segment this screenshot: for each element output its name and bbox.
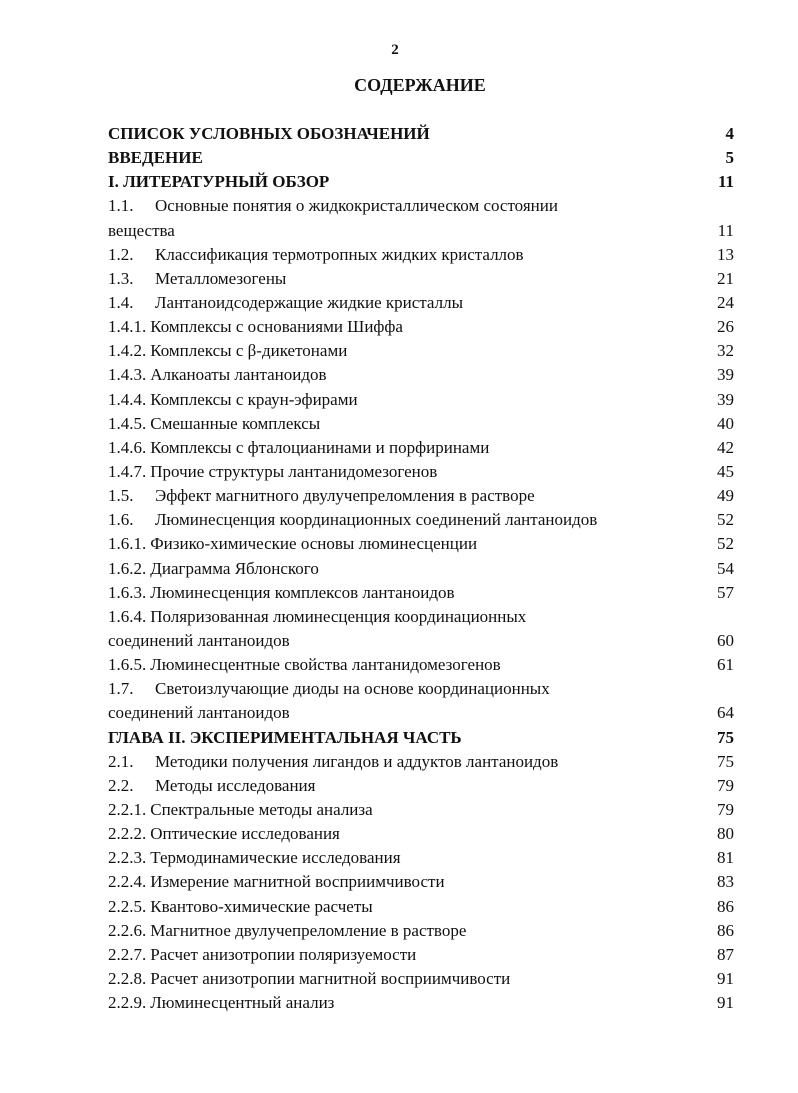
- toc-entry-title: Диаграмма Яблонского: [150, 558, 319, 578]
- toc-entry-page: 86: [717, 920, 734, 940]
- toc-entry-number: 2.2.4.: [108, 872, 147, 892]
- toc-entry-title: Алканоаты лантаноидов: [150, 365, 327, 385]
- toc-entry-page: 5: [725, 148, 734, 168]
- toc-entry: [108, 412, 734, 436]
- toc-entry: [108, 822, 734, 846]
- toc-entry-page: 32: [717, 341, 734, 361]
- toc-entry: [108, 267, 734, 291]
- toc-entry-number: 1.6.4.: [108, 606, 147, 626]
- toc-entry-page: 39: [717, 389, 734, 409]
- toc-entry-title: соединений лантаноидов: [108, 630, 290, 650]
- toc-entry: [108, 774, 734, 798]
- toc-entry-title: Комплексы с основаниями Шиффа: [150, 317, 403, 337]
- toc-entry-title: Расчет анизотропии поляризуемости: [150, 944, 417, 964]
- toc-entry: [108, 653, 734, 677]
- toc-entry-page: 11: [717, 220, 734, 240]
- toc-entry-number: 1.4.3.: [108, 365, 147, 385]
- toc-entry: [108, 291, 734, 315]
- toc-entry-title: Люминесценция координационных соединений лантаноидов: [155, 510, 598, 530]
- toc-entry-page: 80: [717, 824, 734, 844]
- toc-entry-title: Классификация термотропных жидких кристаллов: [155, 244, 524, 264]
- toc-entry-page: 87: [717, 944, 734, 964]
- toc-entry-page: 52: [717, 510, 734, 530]
- toc-entry-page: 86: [717, 896, 734, 916]
- toc-entry-title: Магнитное двулучепреломление в растворе: [150, 920, 467, 940]
- toc-entry: [108, 870, 734, 894]
- toc-entry-page: 21: [717, 268, 734, 288]
- toc-entry: [108, 363, 734, 387]
- toc-entry-number: 1.6.5.: [108, 655, 147, 675]
- toc-entry: [108, 701, 734, 725]
- toc-entry-title: Измерение магнитной восприимчивости: [150, 872, 445, 892]
- toc-entry-title: Люминесцентные свойства лантанидомезогенов: [150, 655, 501, 675]
- toc-entry-number: 2.2.6.: [108, 920, 147, 940]
- toc-entry-page: 54: [717, 558, 734, 578]
- toc-entry-number: 1.3.: [108, 268, 134, 288]
- toc-entry-number: 2.2.2.: [108, 824, 147, 844]
- toc-entry-number: 2.2.9.: [108, 993, 147, 1013]
- toc-entry-title: Квантово-химические расчеты: [150, 896, 373, 916]
- toc-entry-title: вещества: [108, 220, 175, 240]
- toc-entry-number: 1.6.2.: [108, 558, 147, 578]
- toc-entry-page: 79: [717, 799, 734, 819]
- toc-entry-number: 2.2.7.: [108, 944, 147, 964]
- toc-entry-title: Металломезогены: [155, 268, 287, 288]
- toc-entry: [108, 895, 734, 919]
- toc-entry-page: 24: [717, 292, 734, 312]
- toc-entry-page: 52: [717, 534, 734, 554]
- toc-entry-title: Поляризованная люминесценция координационных: [150, 606, 527, 626]
- toc-entry: [108, 219, 734, 243]
- toc-entry-page: 91: [717, 993, 734, 1013]
- page-number: 2: [391, 42, 399, 58]
- toc-entry-number: 1.6.: [108, 510, 134, 530]
- toc-entry-page: 39: [717, 365, 734, 385]
- toc-entry: [108, 629, 734, 653]
- toc-entry: [108, 315, 734, 339]
- toc-entry-title: Люминесцентный анализ: [150, 993, 335, 1013]
- toc-entry-title: Эффект магнитного двулучепреломления в растворе: [155, 486, 535, 506]
- toc-entry-title: ГЛАВА II. ЭКСПЕРИМЕНТАЛЬНАЯ ЧАСТЬ: [108, 727, 462, 747]
- toc-entry-title: Комплексы с β-дикетонами: [150, 341, 348, 361]
- toc-entry-page: 40: [717, 413, 734, 433]
- toc-entry-number: 1.7.: [108, 679, 134, 699]
- toc-entry-number: 2.2.8.: [108, 968, 147, 988]
- toc-entry: [108, 243, 734, 267]
- toc-entry-page: 11: [717, 172, 734, 192]
- toc-entry-title: Люминесценция комплексов лантаноидов: [150, 582, 455, 602]
- toc-entry: [108, 532, 734, 556]
- toc-entry-title: соединений лантаноидов: [108, 703, 290, 723]
- toc-entry: [108, 726, 734, 750]
- toc-entry-number: 1.2.: [108, 244, 134, 264]
- toc-entry-number: 1.1.: [108, 196, 134, 216]
- toc-entry-number: 2.2.: [108, 775, 134, 795]
- toc-entry-page: 75: [717, 727, 734, 747]
- toc-entry-page: 91: [717, 968, 734, 988]
- toc-entry-page: 26: [717, 317, 734, 337]
- toc-entry: [108, 388, 734, 412]
- toc-entry: [108, 460, 734, 484]
- toc-entry-title: Оптические исследования: [150, 824, 340, 844]
- toc-entry-title: Смешанные комплексы: [150, 413, 321, 433]
- toc-entry-title: Методики получения лигандов и аддуктов лантаноидов: [155, 751, 559, 771]
- toc-entry: [108, 846, 734, 870]
- toc-entry: [108, 605, 734, 629]
- toc-entry: [108, 677, 734, 701]
- toc-entry-number: 1.4.1.: [108, 317, 147, 337]
- toc-entry: [108, 557, 734, 581]
- toc-entry-number: 2.1.: [108, 751, 134, 771]
- toc-entry-number: 1.4.7.: [108, 461, 147, 481]
- toc-entry-title: Лантаноидсодержащие жидкие кристаллы: [155, 292, 463, 312]
- toc-entry: [108, 339, 734, 363]
- toc-entry: [108, 991, 734, 1015]
- toc-entry-page: 79: [717, 775, 734, 795]
- toc-entry-title: Комплексы с краун-эфирами: [150, 389, 358, 409]
- toc-entry-title: СПИСОК УСЛОВНЫХ ОБОЗНАЧЕНИЙ: [108, 124, 430, 143]
- toc-entry: [108, 798, 734, 822]
- toc-entry-title: Термодинамические исследования: [150, 848, 401, 868]
- toc-entry-page: 60: [717, 630, 734, 650]
- toc-entry: [108, 170, 734, 194]
- toc-entry: [108, 967, 734, 991]
- toc-entry: [108, 146, 734, 170]
- toc-entry-title: Расчет анизотропии магнитной восприимчивости: [150, 968, 511, 988]
- toc-entry-page: 61: [717, 655, 734, 675]
- toc-entry-title: Физико-химические основы люминесценции: [150, 534, 478, 554]
- table-of-contents: [108, 122, 734, 1015]
- toc-entry-page: 81: [717, 848, 734, 868]
- toc-entry-page: 49: [717, 486, 734, 506]
- toc-entry-number: 1.4.: [108, 292, 134, 312]
- toc-entry-number: 1.5.: [108, 486, 134, 506]
- toc-entry: [108, 194, 734, 218]
- toc-entry-title: Основные понятия о жидкокристаллическом состоянии: [155, 196, 558, 216]
- toc-entry-page: 75: [717, 751, 734, 771]
- toc-entry-number: 2.2.3.: [108, 848, 147, 868]
- toc-entry-title: Светоизлучающие диоды на основе координационных: [155, 679, 550, 699]
- toc-entry-number: 1.4.5.: [108, 413, 147, 433]
- toc-entry: [108, 919, 734, 943]
- toc-entry-title: Комплексы с фталоцианинами и порфиринами: [150, 437, 490, 457]
- toc-entry: [108, 508, 734, 532]
- toc-entry-page: 13: [717, 244, 734, 264]
- toc-entry-page: 83: [717, 872, 734, 892]
- toc-entry-title: Спектральные методы анализа: [150, 799, 373, 819]
- toc-entry-number: 1.4.4.: [108, 389, 147, 409]
- toc-entry: [108, 436, 734, 460]
- toc-entry: [108, 122, 734, 146]
- toc-entry-number: 2.2.5.: [108, 896, 147, 916]
- toc-entry-page: 57: [717, 582, 734, 602]
- toc-entry-number: 2.2.1.: [108, 799, 147, 819]
- toc-entry: [108, 943, 734, 967]
- toc-entry-number: 1.6.3.: [108, 582, 147, 602]
- toc-entry-page: 42: [717, 437, 734, 457]
- toc-entry-page: 64: [717, 703, 734, 723]
- toc-entry: [108, 581, 734, 605]
- toc-entry-page: 45: [717, 461, 734, 481]
- toc-entry-title: ВВЕДЕНИЕ: [108, 148, 203, 168]
- toc-entry-number: 1.4.2.: [108, 341, 147, 361]
- toc-entry-title: I. ЛИТЕРАТУРНЫЙ ОБЗОР: [108, 172, 330, 192]
- toc-entry: [108, 484, 734, 508]
- toc-entry-title: Методы исследования: [155, 775, 316, 795]
- toc-entry-number: 1.6.1.: [108, 534, 147, 554]
- toc-entry: [108, 750, 734, 774]
- toc-entry-number: 1.4.6.: [108, 437, 147, 457]
- toc-entry-title: Прочие структуры лантанидомезогенов: [150, 461, 438, 481]
- toc-entry-page: 4: [725, 124, 734, 143]
- page-title: СОДЕРЖАНИЕ: [354, 75, 486, 95]
